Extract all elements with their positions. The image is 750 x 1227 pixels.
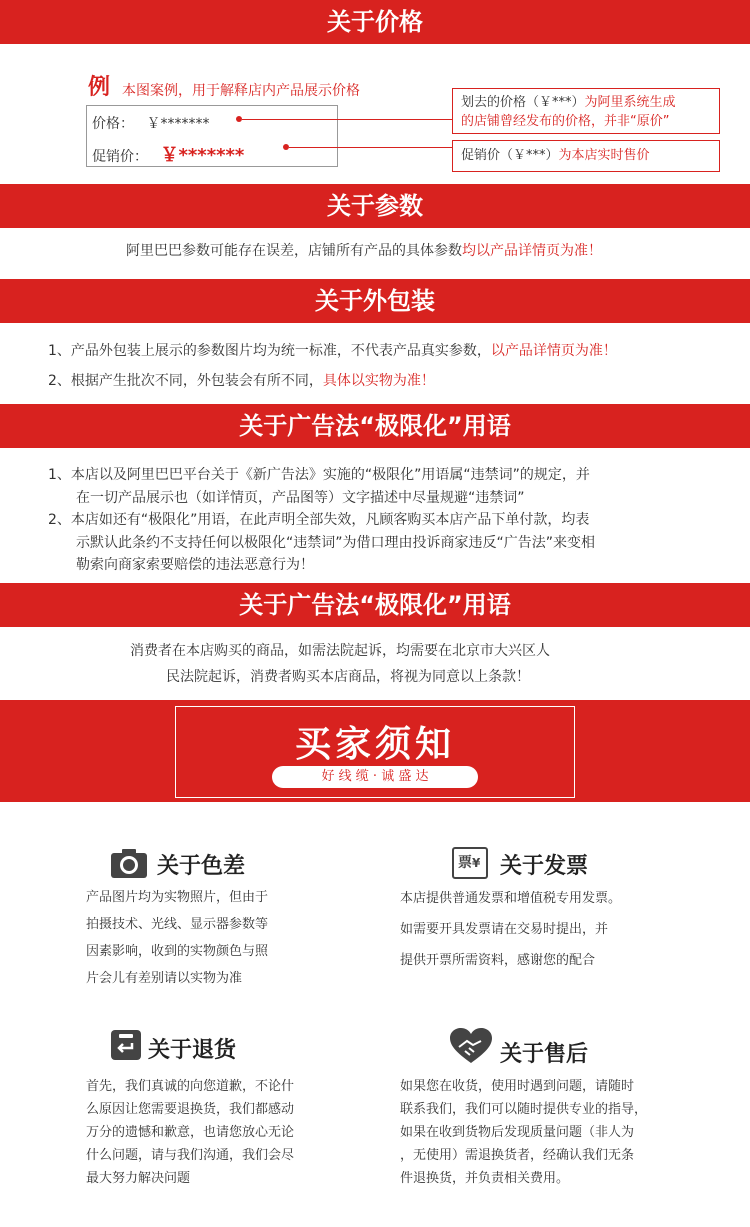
callout-line xyxy=(242,119,452,120)
return-line: 万分的遗憾和歉意，也请您放心无论 xyxy=(86,1125,295,1140)
ad-law-line: 在一切产品展示也（如详情页，产品图等）文字描述中尽量规避“违禁词” xyxy=(76,490,525,506)
color-title: 关于色差 xyxy=(157,854,246,879)
aftersale-body xyxy=(400,1075,647,1190)
section-title-params: 关于参数 xyxy=(0,184,750,228)
handshake-heart-icon xyxy=(449,1027,493,1065)
invoice-line: 提供开票所需资料，感谢您的配合 xyxy=(400,953,596,968)
price-row xyxy=(92,113,209,133)
aftersale-line: 件退换货，并负责相关费用。 xyxy=(400,1171,570,1186)
invoice-line: 本店提供普通发票和增值税专用发票。 xyxy=(400,891,622,906)
color-line: 片会儿有差别请以实物为准 xyxy=(86,971,243,986)
ad-law-line: 1、本店以及阿里巴巴平台关于《新广告法》实施的“极限化”用语属“违禁词”的规定，并 xyxy=(48,467,590,483)
callout-promo-price xyxy=(452,140,720,172)
params-text-red: 均以产品详情页为准！ xyxy=(462,243,602,259)
color-line: 拍摄技术、光线、显示器参数等 xyxy=(86,917,269,932)
price-value: ￥******* xyxy=(146,116,210,132)
params-text xyxy=(126,240,602,260)
color-line: 因素影响，收到的实物颜色与照 xyxy=(86,944,269,959)
return-line: 什么问题，请与我们沟通，我们会尽 xyxy=(86,1148,295,1163)
callout-text: 促销价（￥***） xyxy=(461,148,559,163)
return-title: 关于退货 xyxy=(148,1038,237,1063)
callout-strike-price xyxy=(452,88,720,134)
package-item-2 xyxy=(48,370,435,390)
aftersale-line: 如果在收到货物后发现质量问题（非人为 xyxy=(400,1125,635,1140)
return-line: 最大努力解决问题 xyxy=(86,1171,191,1186)
aftersale-line: 联系我们，我们可以随时提供专业的指导， xyxy=(400,1102,648,1117)
example-caption: 本图案例，用于解释店内产品展示价格 xyxy=(122,83,360,99)
promo-label: 促销价： xyxy=(92,149,148,165)
notice-subtitle: 好 线 缆 · 诚 盛 达 xyxy=(272,766,478,788)
section-title-ad-law-2: 关于广告法“极限化”用语 xyxy=(0,583,750,627)
return-line: 么原因让您需要退换货，我们都感动 xyxy=(86,1102,295,1117)
color-body xyxy=(86,884,268,992)
promo-row xyxy=(92,141,244,167)
notice-title: 买家须知 xyxy=(294,724,455,765)
callout-line xyxy=(289,147,452,148)
invoice-body xyxy=(400,883,621,976)
package-text-normal: 2、根据产生批次不同，外包装会有所不同， xyxy=(48,373,323,389)
invoice-icon: 票¥ xyxy=(452,847,488,879)
return-line: 首先，我们真诚的向您道歉，不论什 xyxy=(86,1079,295,1094)
color-line: 产品图片均为实物照片，但由于 xyxy=(86,890,269,905)
callout-text: 划去的价格（￥***） xyxy=(461,95,585,110)
section-title-price: 关于价格 xyxy=(0,0,750,44)
camera-icon xyxy=(110,847,148,879)
aftersale-line: 如果您在收货，使用时遇到问题，请随时 xyxy=(400,1079,635,1094)
court-line: 消费者在本店购买的商品，如需法院起诉，均需要在北京市大兴区人 xyxy=(130,643,550,659)
invoice-line: 如需要开具发票请在交易时提出，并 xyxy=(400,922,609,937)
invoice-icon-text: 票 xyxy=(458,855,472,871)
callout-text-red: 为阿里系统生成 xyxy=(584,95,676,110)
invoice-title: 关于发票 xyxy=(500,854,589,879)
callout-text-red: 的店铺曾经发布的价格，并非“原价” xyxy=(461,114,670,129)
section-title-ad-law: 关于广告法“极限化”用语 xyxy=(0,404,750,448)
promo-value: ￥******* xyxy=(160,145,245,166)
params-text-normal: 阿里巴巴参数可能存在误差，店铺所有产品的具体参数 xyxy=(126,243,462,259)
return-body xyxy=(86,1075,294,1190)
package-item-1 xyxy=(48,340,617,360)
package-text-red: 以产品详情页为准！ xyxy=(490,343,617,359)
court-line: 民法院起诉，消费者购买本店商品，将视为同意以上条款！ xyxy=(166,669,530,685)
ad-law-line: 勒索向商家索要赔偿的违法恶意行为！ xyxy=(76,557,314,573)
price-label: 价格： xyxy=(92,116,134,132)
package-text-red: 具体以实物为准！ xyxy=(322,373,435,389)
callout-text-red: 为本店实时售价 xyxy=(558,148,650,163)
return-icon xyxy=(110,1029,142,1061)
ad-law-line: 示默认此条约不支持任何以极限化“违禁词”为借口理由投诉商家违反“广告法”来变相 xyxy=(76,535,596,551)
package-text-normal: 1、产品外包装上展示的参数图片均为统一标准，不代表产品真实参数， xyxy=(48,343,491,359)
ad-law-line: 2、本店如还有“极限化”用语，在此声明全部失效，凡顾客购买本店产品下单付款，均表 xyxy=(48,512,590,528)
aftersale-line: ，无使用）需退换货者，经确认我们无条 xyxy=(400,1148,635,1163)
aftersale-title: 关于售后 xyxy=(500,1042,589,1067)
section-title-package: 关于外包装 xyxy=(0,279,750,323)
example-mark: 例 xyxy=(88,75,111,100)
